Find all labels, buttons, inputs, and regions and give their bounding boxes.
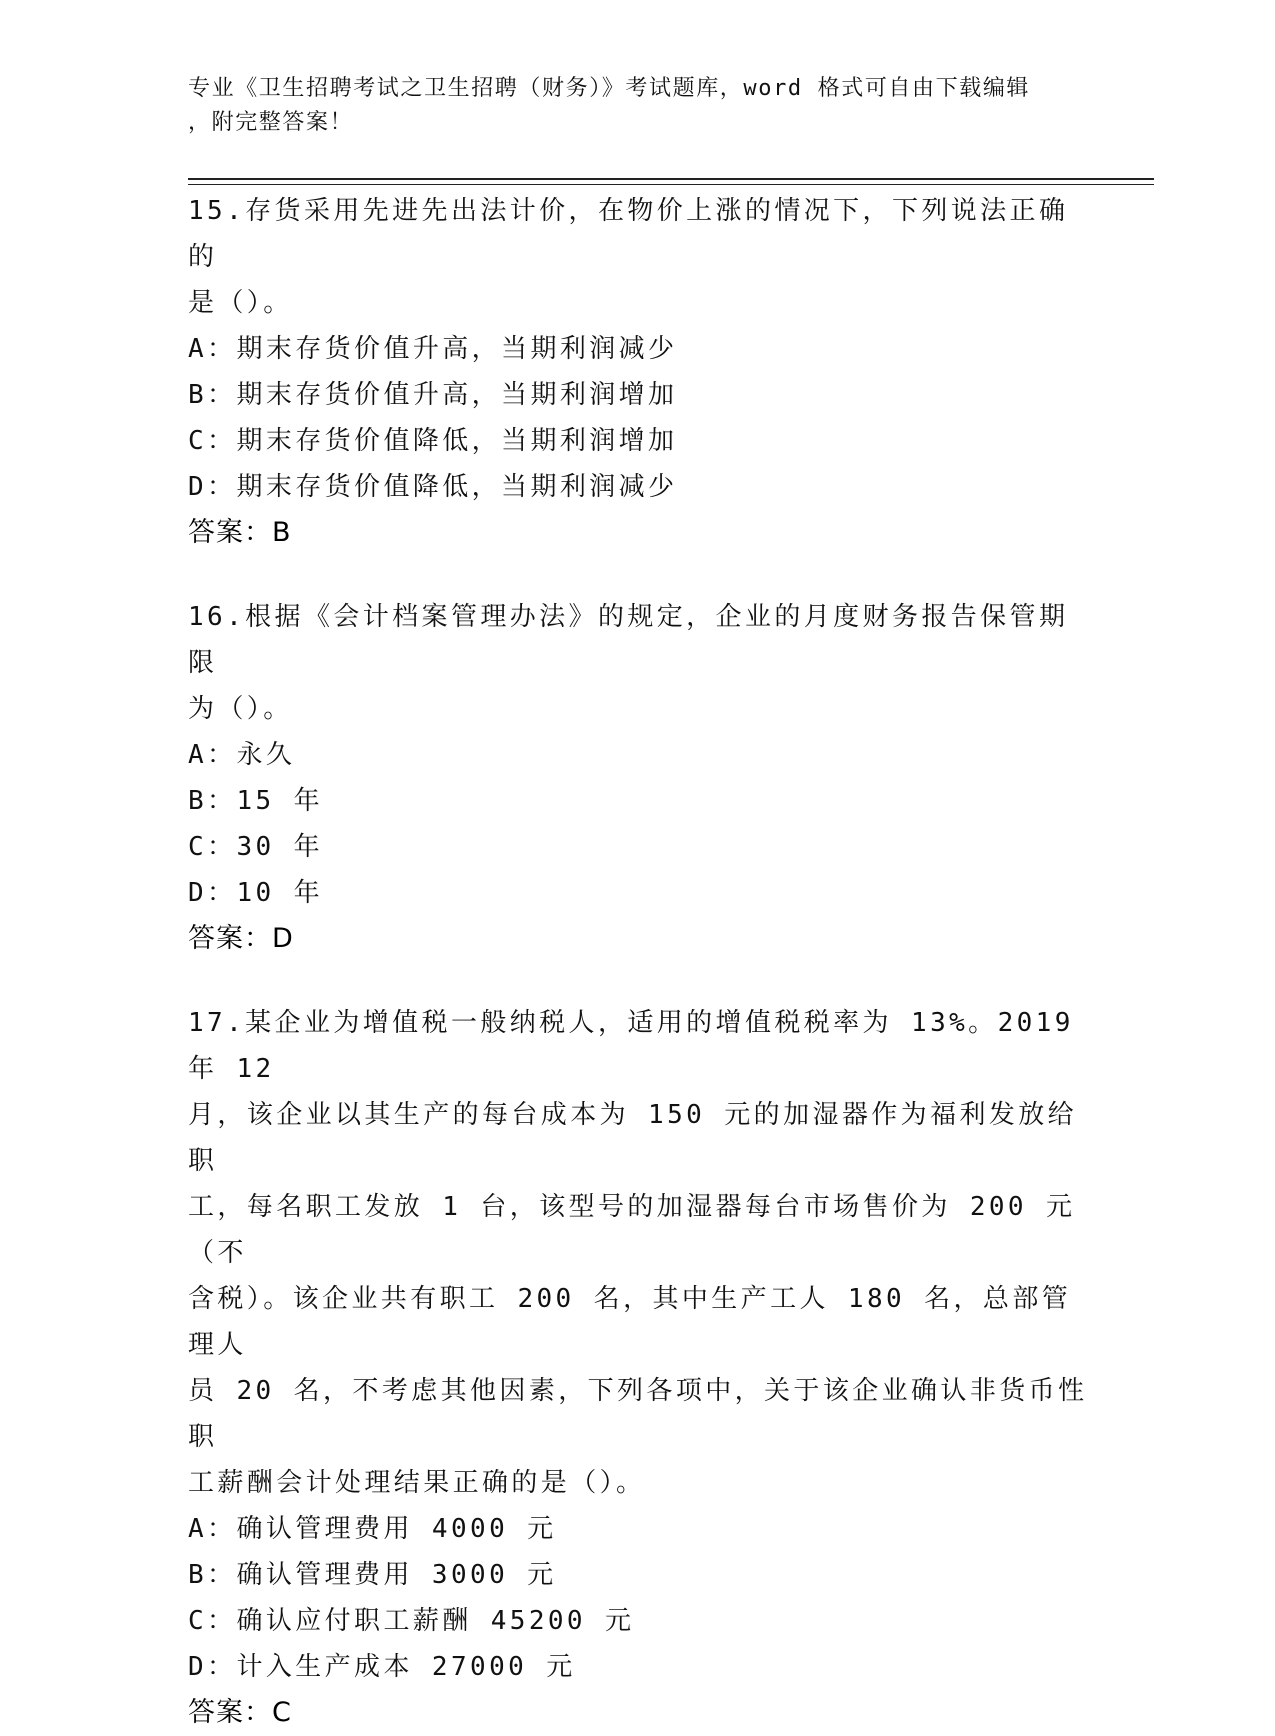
option-a: A：确认管理费用 4000 元 [188,1514,557,1544]
stem-line: 含税）。该企业共有职工 200 名，其中生产工人 180 名，总部管理人 [188,1284,1072,1360]
answer-label: 答案：D [188,923,294,954]
answer-label: 答案：B [188,517,292,548]
header-divider-thick [188,178,1154,180]
answer-label: 答案：C [188,1697,292,1728]
document-header [188,72,1068,140]
option-b: B：确认管理费用 3000 元 [188,1560,557,1590]
option-a: A：永久 [188,740,296,770]
question-stem [188,188,1088,326]
option-d: D：计入生产成本 27000 元 [188,1652,576,1682]
question-16 [188,594,1088,962]
stem-line: 为（）。 [188,694,293,724]
header-line-2: ，附完整答案！ [188,110,354,135]
option-d: D：期末存货价值降低，当期利润减少 [188,472,678,502]
option-b: B：15 年 [188,786,324,816]
option-d: D：10 年 [188,878,324,908]
stem-line: 17.某企业为增值税一般纳税人，适用的增值税税率为 13%。2019 年 12 [188,1008,1074,1084]
stem-line: 工，每名职工发放 1 台，该型号的加湿器每台市场售价为 200 元（不 [188,1192,1076,1268]
question-list [188,188,1088,1736]
stem-line: 员 20 名，不考虑其他因素，下列各项中，关于该企业确认非货币性职 [188,1376,1088,1452]
question-17 [188,1000,1088,1736]
option-b: B：期末存货价值升高，当期利润增加 [188,380,678,410]
stem-line: 15.存货采用先进先出法计价，在物价上涨的情况下，下列说法正确的 [188,196,1069,272]
stem-line: 16.根据《会计档案管理办法》的规定，企业的月度财务报告保管期限 [188,602,1069,678]
option-a: A：期末存货价值升高，当期利润减少 [188,334,678,364]
header-line-1: 专业《卫生招聘考试之卫生招聘（财务）》考试题库，word 格式可自由下载编辑 [188,76,1031,101]
question-15 [188,188,1088,556]
question-stem [188,1000,1088,1506]
option-c: C：30 年 [188,832,324,862]
stem-line: 工薪酬会计处理结果正确的是（）。 [188,1468,646,1498]
stem-line: 是（）。 [188,288,293,318]
question-stem [188,594,1088,732]
option-c: C：期末存货价值降低，当期利润增加 [188,426,678,456]
header-divider-thin [188,184,1154,185]
stem-line: 月，该企业以其生产的每台成本为 150 元的加湿器作为福利发放给职 [188,1100,1078,1176]
option-c: C：确认应付职工薪酬 45200 元 [188,1606,635,1636]
